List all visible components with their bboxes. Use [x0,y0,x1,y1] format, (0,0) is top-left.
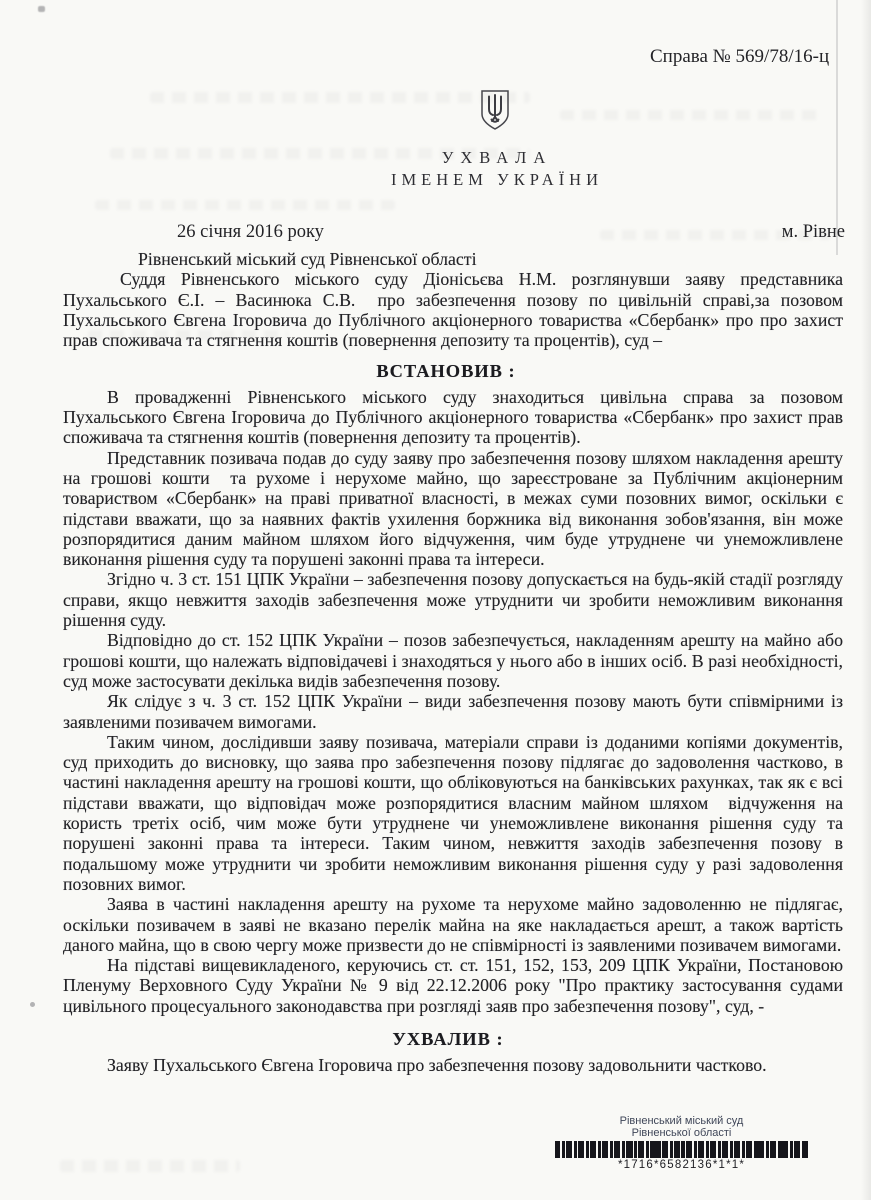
court-name-line: Рівненський міський суд Рівненської області [138,249,477,269]
ruling-paragraph: Заяву Пухальського Євгена Ігоровича про забезпечення позову задовольнити частково. [107,1055,767,1076]
scan-artifact-bleedthrough [560,110,820,120]
scan-artifact-bleedthrough [95,200,395,210]
body-paragraph: Відповідно до ст. 152 ЦПК України – позов забезпечується, накладенням арешту на майно або грошові кошти, що належать відповідачеві і знаходяться у нього або в інших осіб. В разі необхідності, суд може застосувати декілька видів забезпечення позову. [63,630,848,691]
scan-artifact-margin-speck [30,1002,35,1007]
barcode [555,1141,808,1158]
body-paragraph: В провадженні Рівненського міського суду знаходиться цивільна справа за позовом Пухальського Євгена Ігоровича до Публічного акціонерного товариства «Сбербанк» про захист прав споживача та стягнення коштів (повернення депозиту та процентів). [63,386,848,448]
scan-artifact-corner-speck [38,6,45,12]
body-paragraph: Як слідує з ч. 3 ст. 152 ЦПК України – види забезпечення позову мають бути співмірними із заявленими позивачем вимогами. [63,691,848,732]
body-paragraph: Згідно ч. 3 ст. 151 ЦПК України – забезпечення позову допускається на будь-якій стадії розгляду справи, якщо невжиття заходів забезпечення може утруднити чи зробити неможливим виконання рішення суду. [63,569,848,631]
scan-artifact-bleedthrough [150,92,530,103]
document-title-line1: УХВАЛА [441,148,553,167]
barcode-value: *1716*6582136*1*1* [617,1159,746,1171]
section-heading-established: ВСТАНОВИВ : [376,361,516,382]
ruling-date: 26 січня 2016 року [177,222,324,242]
body-paragraph: Таким чином, дослідивши заяву позивача, матеріали справи із доданими копіями документів, суд приходить до висновку, що заява про забезпечення позову підлягає до задоволення частково, в частині накладення арешту на грошові кошти, що обліковуються на банківських рахунках, так як є всі підстави вважати, що відповідач може розпорядитися власним майном шляхом відчуження на користь третіх осіб, чим може бути утруднене чи унеможливлене виконання рішення суду та порушені законні права та інтереси. Таким чином, невжиття заходів забезпечення позову в подальшому може утруднити чи зробити неможливим виконання рішення суду у разі задоволення позовних вимог. [63,731,848,894]
stamp-court-name-line2: Рівненської області [631,1126,732,1139]
body-paragraph: Представник позивача подав до суду заяву про забезпечення позову шляхом накладення арешту на грошові кошти та рухоме і нерухоме майно, що зареєстроване за Публічним акціонерним товариством «Сбербанк» на праві приватної власності, в межах суми позовних вимог, оскільки є підстави вважати, що за наявних фактів ухилення боржника від виконання зобов'язання, він може розпорядитися даним майном шляхом його відчуження, чим буде утруднене чи унеможливлене виконання рішення суду та порушені законні права та інтереси. [63,447,848,570]
scan-artifact-fold-line [836,0,838,255]
body-paragraph: На підставі вищевикладеного, керуючись ст. ст. 151, 152, 153, 209 ЦПК України, Постановою Пленуму Верховного Суду України № 9 від 22.12.2006 року "Про практику застосування судами цивільного процесуального законодавства при розгляді заяв про забезпечення позову", суд, - [63,955,848,1016]
scan-artifact-edge-shade [861,0,871,1200]
intro-paragraph: Суддя Рівненського міського суду Діонісьєва Н.М. розглянувши заяву представника Пухальського Є.І. – Васинюка С.В. про забезпечення позову по цивільній справі,за позовом Пухальського Євгена Ігоровича до Публічного акціонерного товариства «Сбербанк» про про захист прав споживача та стягнення коштів (повернення депозиту та процентів), суд – [63,269,848,351]
scan-artifact-bleedthrough [60,1160,240,1172]
case-number: Справа № 569/78/16-ц [650,46,830,67]
body-paragraph: Заява в частині накладення арешту на рухоме та нерухоме майно задоволенню не підлягає, оскільки позивачем в заяві не вказано перелік майна на яке накладається арешт, а також вартість даного майна, що в свою чергу може призвести до не співмірності із заявленими позивачем вимогами. [63,894,848,955]
stamp-court-name-line1: Рівненський міський суд [619,1115,744,1127]
court-stamp [555,1116,808,1171]
ruling-place: м. Рівне [781,222,845,242]
section-heading-ruled: УХВАЛИВ : [392,1028,504,1049]
ukraine-trident-icon [479,89,511,131]
ruling-body [63,249,848,1076]
document-title-line2: ІМЕНЕМ УКРАЇНИ [390,170,604,189]
